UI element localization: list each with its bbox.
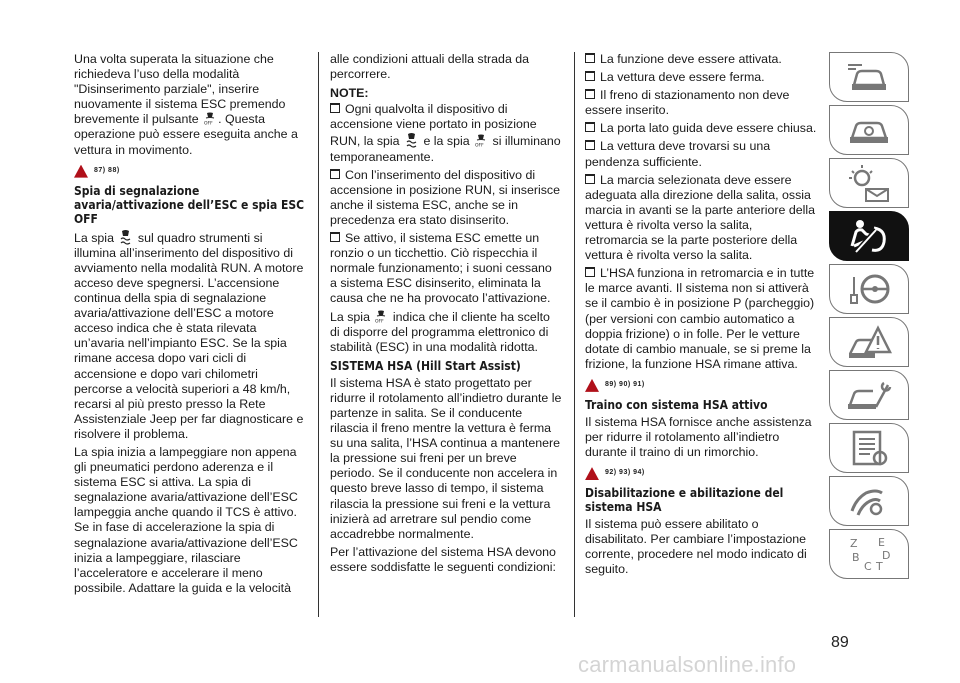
tab-emergency[interactable] bbox=[829, 317, 909, 367]
tab-index[interactable] bbox=[829, 529, 909, 579]
index-letter: E bbox=[878, 536, 885, 549]
note-item: Se attivo, il sistema ESC emette un ronzio o un ticchettio. Ciò rispecchia il normale funzionamento; i suoni cessano a sistema ESC disinserito, eliminata la causa che ne ha provocato l’attivazione. bbox=[330, 231, 552, 306]
text: sul quadro strumenti si illumina all’inserimento del dispositivo di avviamento nella modalità RUN. A motore acceso deve spegnersi. L’accensione continua della spia di segnalazione avaria/attivazione dell’ESC a motore acceso indica che è stata rilevata un’avaria nell’impianto ESC. Se la spia rimane accesa dopo vari cicli di accensione e dopo vari chilometri percorse a velocità superiori a 48 km/h, recarsi al più presto presso la Rete Assistenziale Jeep per far diagnosticare e risolvere il problema. bbox=[74, 230, 304, 441]
chapter-sidebar bbox=[829, 52, 909, 582]
tab-maintenance[interactable] bbox=[829, 370, 909, 420]
warning-triangle-icon bbox=[585, 379, 599, 392]
notes-label: NOTE: bbox=[330, 86, 369, 101]
bullet-box-icon bbox=[585, 174, 595, 184]
tab-technical-data[interactable] bbox=[829, 423, 909, 473]
note-item: Con l’inserimento del dispositivo di accensione in posizione RUN, si inserisce anche il sistema ESC, anche se in precedenza era stato disinserito. bbox=[330, 167, 561, 227]
warning-triangle-icon bbox=[74, 165, 88, 178]
section-heading: Spia di segnalazione avaria/attivazione dell’ESC e spia ESC OFF bbox=[74, 183, 305, 226]
condition-item: La funzione deve essere attivata. bbox=[585, 52, 817, 67]
paragraph: Il sistema HSA è stato progettato per ridurre il rotolamento all’indietro durante le partenze in salita. Se il conducente rilascia il freno mentre la vettura è ferma su una salita, l’HSA continua a mantenere la pressione sui freni per un breve periodo. Se il conducente non accelera in questo breve lasso di tempo, il sistema rilascia la pressione sui freni e la vettura inizierà ad arretrare sul pendio come accadrebbe normalmente. bbox=[330, 375, 562, 541]
esc-warning-light-icon bbox=[119, 229, 132, 246]
column-1 bbox=[74, 52, 306, 599]
tab-starting-driving[interactable] bbox=[829, 264, 909, 314]
svg-text:OFF: OFF bbox=[475, 143, 484, 148]
paragraph bbox=[74, 52, 306, 158]
column-divider bbox=[574, 52, 575, 617]
esc-off-button-icon bbox=[204, 112, 216, 125]
tab-dashboard[interactable] bbox=[829, 52, 909, 102]
safety-airbag-icon bbox=[846, 216, 892, 256]
bullet-box-icon bbox=[585, 71, 595, 81]
section-heading: Traino con sistema HSA attivo bbox=[585, 397, 768, 412]
bullet-box-icon bbox=[330, 169, 340, 179]
emergency-icon bbox=[846, 322, 892, 362]
index-letter: C bbox=[864, 560, 872, 573]
warning-refs bbox=[74, 164, 306, 178]
bullet-box-icon bbox=[585, 267, 595, 277]
car-info-icon bbox=[846, 110, 892, 150]
section-heading: Disabilitazione e abilitazione del sistema HSA bbox=[585, 486, 784, 515]
note-item: Ogni qualvolta il dispositivo di accensione viene portato in posizione RUN, la spia e la spia OFF si illuminano temporaneamente. bbox=[330, 102, 561, 164]
warning-ref-numbers: 92) 93) 94) bbox=[605, 469, 645, 477]
condition-item: La marcia selezionata deve essere adeguata alla direzione della salita, ossia marcia in avanti se la parte anteriore della vettura è rivolta verso la salita, retromarcia se la parte posteriore della vettura è rivolta verso la salita. bbox=[585, 172, 816, 263]
paragraph: alle condizioni attuali della strada da percorrere. bbox=[330, 52, 530, 82]
tab-car-info[interactable] bbox=[829, 105, 909, 155]
bullet-box-icon bbox=[585, 53, 595, 63]
svg-text:OFF: OFF bbox=[375, 319, 385, 323]
technical-data-icon bbox=[846, 428, 892, 468]
text: La spia bbox=[74, 230, 114, 245]
lights-warning-icon bbox=[846, 163, 892, 203]
warning-refs bbox=[585, 378, 817, 392]
text: Una volta superata la situazione che richiedeva l’uso della modalità "Disinserimento parziale", inserire nuovamente il sistema ESC premendo brevemente il pulsante bbox=[74, 52, 286, 127]
tab-safety[interactable] bbox=[829, 211, 909, 261]
column-2 bbox=[330, 52, 562, 578]
condition-item: La vettura deve trovarsi su una pendenza sufficiente. bbox=[585, 139, 771, 169]
bullet-box-icon bbox=[585, 89, 595, 99]
tab-lights-warnings[interactable] bbox=[829, 158, 909, 208]
esc-off-light-icon bbox=[475, 134, 487, 147]
column-3 bbox=[585, 52, 817, 581]
warning-triangle-icon bbox=[585, 467, 599, 480]
index-letter: D bbox=[882, 549, 891, 562]
index-letter: Z bbox=[850, 537, 858, 550]
condition-item: Il freno di stazionamento non deve essere inserito. bbox=[585, 88, 790, 118]
warning-refs bbox=[585, 466, 817, 480]
maintenance-icon bbox=[846, 375, 892, 415]
index-icon bbox=[846, 534, 892, 574]
warning-ref-numbers: 89) 90) 91) bbox=[605, 380, 645, 388]
esc-warning-light-icon bbox=[405, 132, 418, 149]
condition-item: La porta lato guida deve essere chiusa. bbox=[585, 121, 817, 136]
column-divider bbox=[318, 52, 319, 617]
warning-ref-numbers: 87) 88) bbox=[94, 166, 120, 174]
esc-off-light-icon bbox=[375, 310, 387, 323]
text: . Questa operazione può essere eseguita anche a vettura in movimento. bbox=[74, 112, 298, 157]
conditions-list bbox=[585, 52, 817, 372]
paragraph: Per l’attivazione del sistema HSA devono essere soddisfatte le seguenti condizioni: bbox=[330, 544, 556, 574]
paragraph: Il sistema HSA fornisce anche assistenza per ridurre il rotolamento all’indietro durante il traino di un rimorchio. bbox=[585, 414, 812, 460]
index-letter: B bbox=[852, 551, 860, 564]
page-number: 89 bbox=[831, 634, 849, 651]
condition-item: La vettura deve essere ferma. bbox=[585, 70, 817, 85]
section-heading: SISTEMA HSA (Hill Start Assist) bbox=[330, 358, 521, 373]
bullet-box-icon bbox=[585, 122, 595, 132]
condition-item: L’HSA funziona in retromarcia e in tutte le marce avanti. Il sistema non si attiverà se il cambio è in posizione P (parcheggio) (per versioni con cambio automatico a doppia frizione) o in folle. Per le vetture dotate di cambio manuale, se si preme la frizione, la funzione HSA rimane attiva. bbox=[585, 266, 815, 371]
multimedia-icon bbox=[846, 481, 892, 521]
tab-multimedia[interactable] bbox=[829, 476, 909, 526]
paragraph: La spia inizia a lampeggiare non appena gli pneumatici perdono aderenza e il sistema ESC si attiva. La spia di segnalazione avaria/attivazione dell’ESC lampeggia anche quando il TCS è attivo. Se in fase di accelerazione la spia di segnalazione avaria/attivazione dell’ESC inizia a lampeggiare, rilasciare l’acceleratore e accelerare il meno possibile. Adattare la guida e la velocità bbox=[74, 444, 298, 595]
watermark: carmanualsonline.info bbox=[578, 652, 797, 677]
svg-text:OFF: OFF bbox=[204, 121, 213, 126]
bullet-box-icon bbox=[330, 232, 340, 242]
bullet-box-icon bbox=[330, 103, 340, 113]
bullet-box-icon bbox=[585, 140, 595, 150]
paragraph: La spia OFF indica che il cliente ha scelto di disporre del programma elettronico di stabilità (ESC) in una modalità ridotta. bbox=[330, 309, 550, 354]
paragraph bbox=[74, 229, 306, 442]
paragraph: Il sistema può essere abilitato o disabilitato. Per cambiare l’impostazione corrente, procedere nel modo indicato di seguito. bbox=[585, 517, 807, 577]
dashboard-car-icon bbox=[846, 57, 892, 97]
index-letter: T bbox=[876, 560, 883, 573]
starting-driving-icon bbox=[846, 269, 892, 309]
